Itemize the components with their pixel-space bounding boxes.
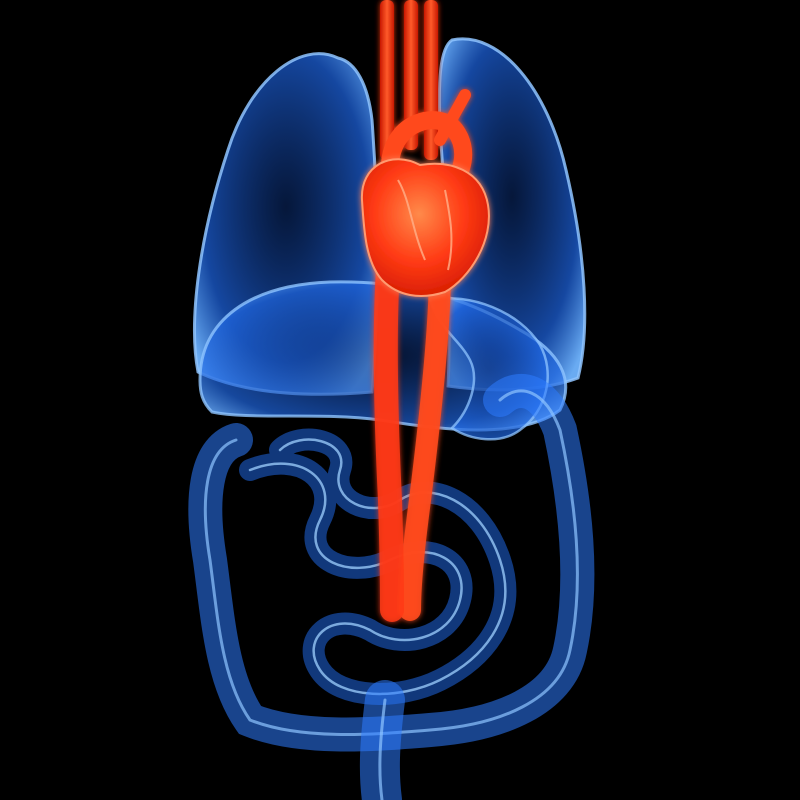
vena-cava (386, 270, 392, 610)
